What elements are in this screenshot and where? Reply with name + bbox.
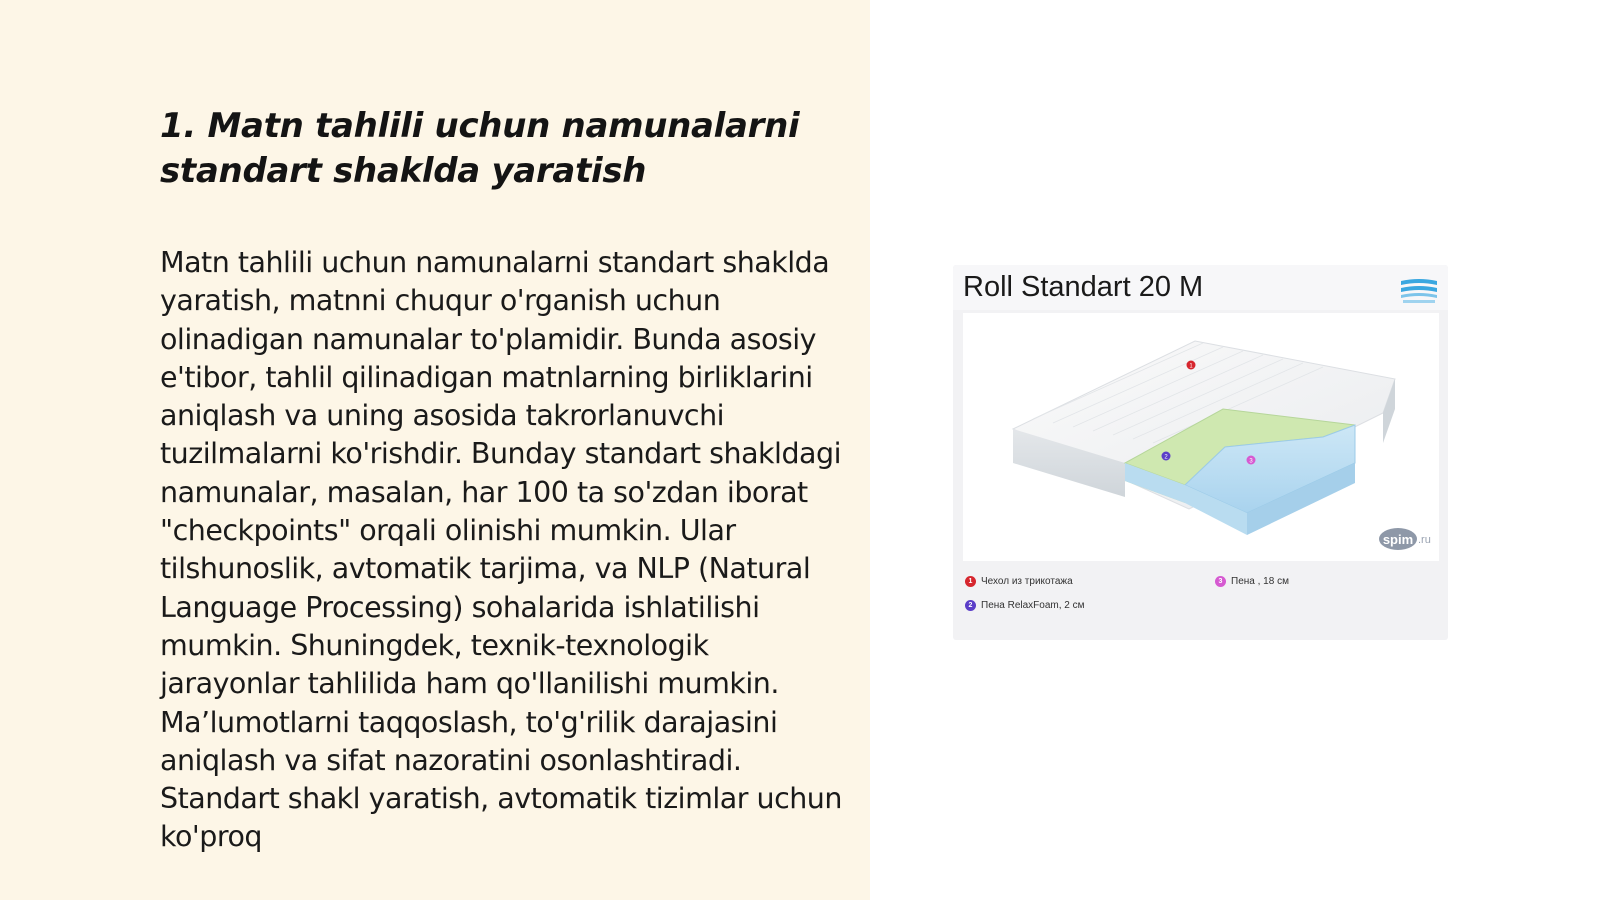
marker-2: 2 — [1164, 454, 1168, 461]
brand-logo-icon — [1399, 275, 1439, 305]
legend-marker-3: 3 — [1215, 576, 1226, 587]
product-image-card — [953, 265, 1448, 640]
marker-1: 1 — [1189, 363, 1193, 370]
legend-item-foam — [1215, 576, 1289, 587]
legend-label-cover: Чехол из трикотажа — [981, 576, 1073, 587]
mattress-illustration — [963, 313, 1439, 561]
slide-body-text: Matn tahlili uchun namunalarni standart shaklda yaratish, matnni chuqur o'rganish uchun olinadigan namunalar to'plamidir. Bunda asosiy e'tibor, tahlil qilinadigan matnlarning birliklarini aniqlash va uning asosida takrorlanuvchi tuzilmalarni ko'rishdir. Bunday standart shakldagi namunalar, masalan, har 100 ta so'zdan iborat "checkpoints" orqali olinishi mumkin. Ular tilshunoslik, avtomatik tarjima, va NLP (Natural Language Processing) sohalarida ishlatilishi mumkin. Shuningdek, texnik-texnologik jarayonlar tahlilida ham qo'llanilishi mumkin. Ma’lumotlarni taqqoslash, to'g'rilik darajasini aniqlash va sifat nazoratini osonlashtiradi. Standart shakl yaratish, avtomatik tizimlar uchun ko'proq — [160, 246, 842, 854]
legend-marker-1: 1 — [965, 576, 976, 587]
legend-label-foam: Пена , 18 см — [1231, 576, 1289, 587]
slide-title: 1. Matn tahlili uchun namunalarni standart shaklda yaratish — [160, 106, 800, 191]
watermark-suffix: .ru — [1418, 534, 1431, 546]
watermark-label: spim — [1382, 532, 1414, 547]
spim-watermark — [1379, 528, 1431, 550]
product-card-header — [953, 265, 1448, 310]
marker-3: 3 — [1249, 458, 1253, 465]
legend-marker-2: 2 — [965, 600, 976, 611]
legend-item-relaxfoam — [965, 600, 1085, 611]
mattress-cutaway-icon — [963, 313, 1439, 561]
legend-label-relaxfoam: Пена RelaxFoam, 2 см — [981, 600, 1085, 611]
product-name: Roll Standart 20 M — [963, 271, 1204, 303]
legend-item-cover — [965, 576, 1073, 587]
